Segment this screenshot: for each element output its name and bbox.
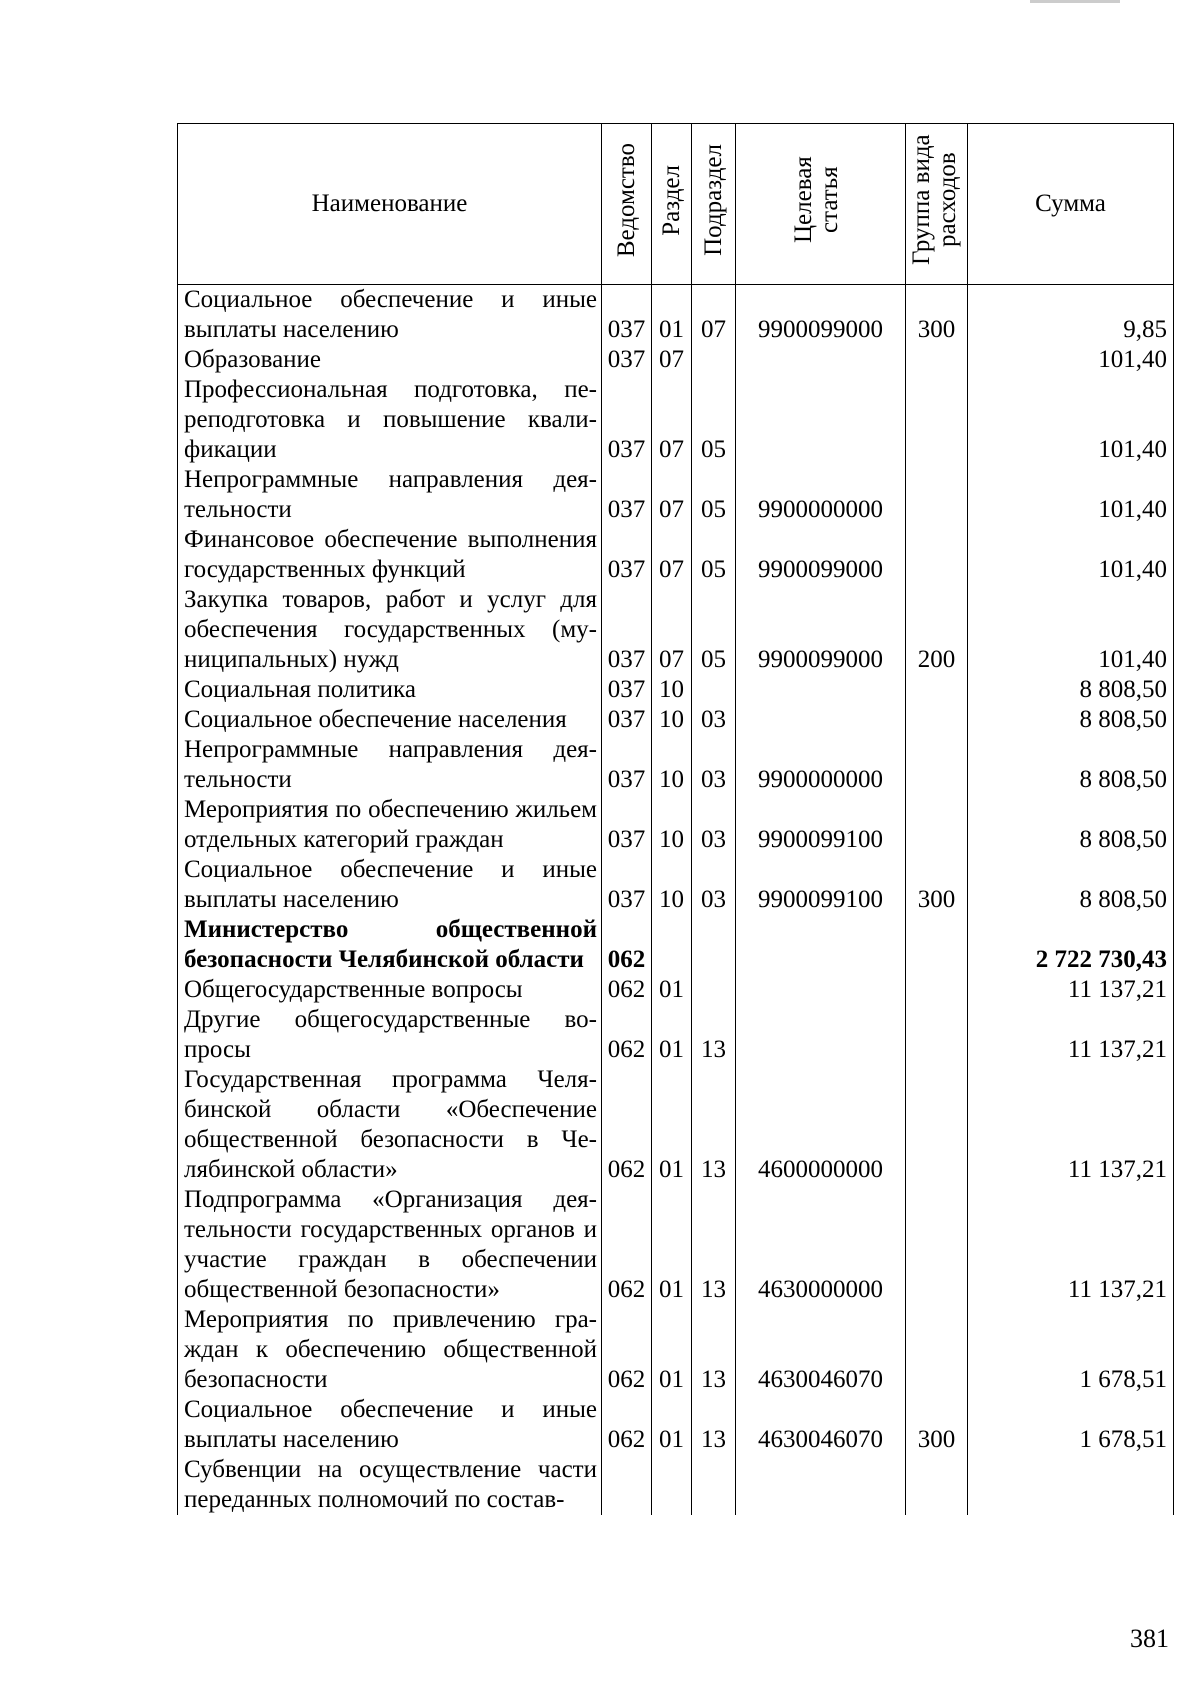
header-vedomstvo: Ведомство (602, 124, 652, 285)
cell-name: Социальное обеспечение и иные выплаты населению (178, 1395, 602, 1455)
cell-statya: 9900000000 (736, 465, 906, 525)
cell-podrazdel (692, 915, 736, 975)
cell-statya (736, 345, 906, 375)
cell-summa: 1 678,51 (968, 1305, 1174, 1395)
cell-podrazdel (692, 975, 736, 1005)
cell-gruppa (906, 1005, 968, 1065)
cell-statya: 9900099000 (736, 585, 906, 675)
cell-podrazdel: 13 (692, 1185, 736, 1305)
cell-summa: 8 808,50 (968, 735, 1174, 795)
cell-statya (736, 975, 906, 1005)
cell-name: Непрограммные направления деятельности (178, 735, 602, 795)
cell-podrazdel: 05 (692, 375, 736, 465)
table-row (178, 855, 1174, 915)
cell-summa: 101,40 (968, 375, 1174, 465)
cell-summa: 101,40 (968, 345, 1174, 375)
cell-razdel: 01 (652, 1305, 692, 1395)
cell-gruppa (906, 735, 968, 795)
cell-gruppa (906, 375, 968, 465)
table-row (178, 1455, 1174, 1515)
table-row (178, 675, 1174, 705)
table-row (178, 795, 1174, 855)
table-row (178, 975, 1174, 1005)
cell-name: Непрограммные направления деятельности (178, 465, 602, 525)
cell-razdel: 07 (652, 585, 692, 675)
table-row (178, 465, 1174, 525)
cell-ved: 037 (602, 675, 652, 705)
cell-statya (736, 1455, 906, 1515)
cell-podrazdel: 05 (692, 585, 736, 675)
cell-name: Общегосударственные вопросы (178, 975, 602, 1005)
table-row (178, 915, 1174, 975)
cell-razdel: 07 (652, 375, 692, 465)
cell-name: Социальное обеспечение населения (178, 705, 602, 735)
cell-name: Субвенции на осуществление части переданных полномочий по состав- (178, 1455, 602, 1515)
cell-podrazdel: 05 (692, 465, 736, 525)
cell-ved: 037 (602, 345, 652, 375)
cell-statya (736, 1005, 906, 1065)
header-name: Наименование (178, 124, 602, 285)
cell-gruppa (906, 705, 968, 735)
table-row (178, 285, 1174, 346)
cell-summa: 11 137,21 (968, 1065, 1174, 1185)
cell-name: Государственная программа Челябинской области «Обеспечение общественной безопасности в Челябинской области» (178, 1065, 602, 1185)
cell-podrazdel (692, 1455, 736, 1515)
cell-name: Финансовое обеспечение выполнения государственных функций (178, 525, 602, 585)
budget-table (177, 123, 1174, 1515)
scan-artifact (1030, 0, 1120, 3)
cell-name: Подпрограмма «Организация деятельности государственных органов и участие граждан в обеспечении общественной безопасности» (178, 1185, 602, 1305)
cell-name: Социальное обеспечение и иные выплаты населению (178, 855, 602, 915)
cell-name: Образование (178, 345, 602, 375)
page-number: 381 (1130, 1624, 1169, 1653)
cell-name: Министерство общественной безопасности Челябинской области (178, 915, 602, 975)
cell-summa: 11 137,21 (968, 1185, 1174, 1305)
cell-razdel: 01 (652, 285, 692, 346)
cell-statya (736, 915, 906, 975)
cell-name: Мероприятия по привлечению граждан к обеспечению общественной безопасности (178, 1305, 602, 1395)
cell-name: Социальное обеспечение и иные выплаты населению (178, 285, 602, 346)
cell-razdel: 07 (652, 465, 692, 525)
table-row (178, 345, 1174, 375)
cell-razdel: 10 (652, 705, 692, 735)
cell-razdel: 01 (652, 1395, 692, 1455)
table-row (178, 735, 1174, 795)
cell-statya: 9900099000 (736, 285, 906, 346)
table-row (178, 705, 1174, 735)
cell-ved: 037 (602, 705, 652, 735)
cell-podrazdel: 13 (692, 1395, 736, 1455)
cell-podrazdel: 03 (692, 855, 736, 915)
cell-ved: 037 (602, 285, 652, 346)
cell-statya: 4630046070 (736, 1395, 906, 1455)
cell-razdel: 07 (652, 525, 692, 585)
cell-razdel: 10 (652, 735, 692, 795)
cell-razdel: 01 (652, 1185, 692, 1305)
cell-razdel: 07 (652, 345, 692, 375)
cell-summa: 8 808,50 (968, 675, 1174, 705)
cell-podrazdel: 13 (692, 1065, 736, 1185)
cell-podrazdel (692, 345, 736, 375)
cell-ved: 037 (602, 735, 652, 795)
cell-statya: 9900099100 (736, 855, 906, 915)
cell-razdel: 01 (652, 975, 692, 1005)
table-row (178, 525, 1174, 585)
cell-gruppa (906, 675, 968, 705)
table-row (178, 1185, 1174, 1305)
cell-razdel (652, 915, 692, 975)
header-gruppa: Группа вида расходов (906, 124, 968, 285)
cell-ved: 062 (602, 915, 652, 975)
cell-statya: 9900099100 (736, 795, 906, 855)
cell-name: Социальная политика (178, 675, 602, 705)
cell-ved: 062 (602, 1005, 652, 1065)
cell-statya: 9900099000 (736, 525, 906, 585)
cell-gruppa (906, 795, 968, 855)
cell-summa: 101,40 (968, 465, 1174, 525)
cell-ved (602, 1455, 652, 1515)
cell-ved: 062 (602, 975, 652, 1005)
cell-razdel: 10 (652, 855, 692, 915)
cell-summa: 8 808,50 (968, 705, 1174, 735)
cell-ved: 062 (602, 1185, 652, 1305)
table-row (178, 1395, 1174, 1455)
cell-podrazdel: 05 (692, 525, 736, 585)
cell-summa: 8 808,50 (968, 795, 1174, 855)
cell-statya (736, 675, 906, 705)
cell-razdel: 01 (652, 1005, 692, 1065)
cell-gruppa: 200 (906, 585, 968, 675)
cell-summa: 101,40 (968, 525, 1174, 585)
cell-summa: 9,85 (968, 285, 1174, 346)
cell-name: Другие общегосударственные вопросы (178, 1005, 602, 1065)
cell-gruppa: 300 (906, 1395, 968, 1455)
cell-ved: 062 (602, 1395, 652, 1455)
cell-statya (736, 375, 906, 465)
cell-podrazdel: 03 (692, 735, 736, 795)
cell-gruppa (906, 1185, 968, 1305)
cell-statya: 9900000000 (736, 735, 906, 795)
header-razdel: Раздел (652, 124, 692, 285)
header-podrazdel: Подраздел (692, 124, 736, 285)
table-header (178, 124, 1174, 285)
cell-gruppa (906, 345, 968, 375)
cell-ved: 062 (602, 1065, 652, 1185)
cell-name: Мероприятия по обеспечению жильем отдельных категорий граждан (178, 795, 602, 855)
cell-name: Закупка товаров, работ и услуг для обеспечения государственных (муниципальных) нужд (178, 585, 602, 675)
cell-razdel: 01 (652, 1065, 692, 1185)
cell-summa: 2 722 730,43 (968, 915, 1174, 975)
cell-podrazdel: 07 (692, 285, 736, 346)
cell-name: Профессиональная подготовка, переподготовка и повышение квалификации (178, 375, 602, 465)
cell-podrazdel (692, 675, 736, 705)
cell-gruppa (906, 1065, 968, 1185)
header-summa: Сумма (968, 124, 1174, 285)
cell-summa: 101,40 (968, 585, 1174, 675)
cell-gruppa: 300 (906, 285, 968, 346)
cell-gruppa (906, 1305, 968, 1395)
cell-gruppa (906, 1455, 968, 1515)
cell-podrazdel: 13 (692, 1305, 736, 1395)
cell-gruppa (906, 975, 968, 1005)
cell-gruppa (906, 915, 968, 975)
cell-summa (968, 1455, 1174, 1515)
cell-ved: 037 (602, 795, 652, 855)
cell-summa: 11 137,21 (968, 975, 1174, 1005)
cell-ved: 037 (602, 525, 652, 585)
cell-statya: 4600000000 (736, 1065, 906, 1185)
cell-statya: 4630000000 (736, 1185, 906, 1305)
cell-ved: 037 (602, 465, 652, 525)
cell-razdel: 10 (652, 795, 692, 855)
cell-gruppa (906, 465, 968, 525)
cell-summa: 11 137,21 (968, 1005, 1174, 1065)
cell-podrazdel: 13 (692, 1005, 736, 1065)
header-statya: Целевая статья (736, 124, 906, 285)
table-row (178, 1005, 1174, 1065)
cell-ved: 062 (602, 1305, 652, 1395)
cell-summa: 1 678,51 (968, 1395, 1174, 1455)
cell-statya: 4630046070 (736, 1305, 906, 1395)
cell-ved: 037 (602, 585, 652, 675)
cell-gruppa: 300 (906, 855, 968, 915)
cell-gruppa (906, 525, 968, 585)
cell-podrazdel: 03 (692, 795, 736, 855)
table-row (178, 1305, 1174, 1395)
table-row (178, 375, 1174, 465)
table-row (178, 1065, 1174, 1185)
table-row (178, 585, 1174, 675)
cell-podrazdel: 03 (692, 705, 736, 735)
cell-statya (736, 705, 906, 735)
cell-summa: 8 808,50 (968, 855, 1174, 915)
cell-ved: 037 (602, 375, 652, 465)
cell-razdel (652, 1455, 692, 1515)
cell-razdel: 10 (652, 675, 692, 705)
cell-ved: 037 (602, 855, 652, 915)
